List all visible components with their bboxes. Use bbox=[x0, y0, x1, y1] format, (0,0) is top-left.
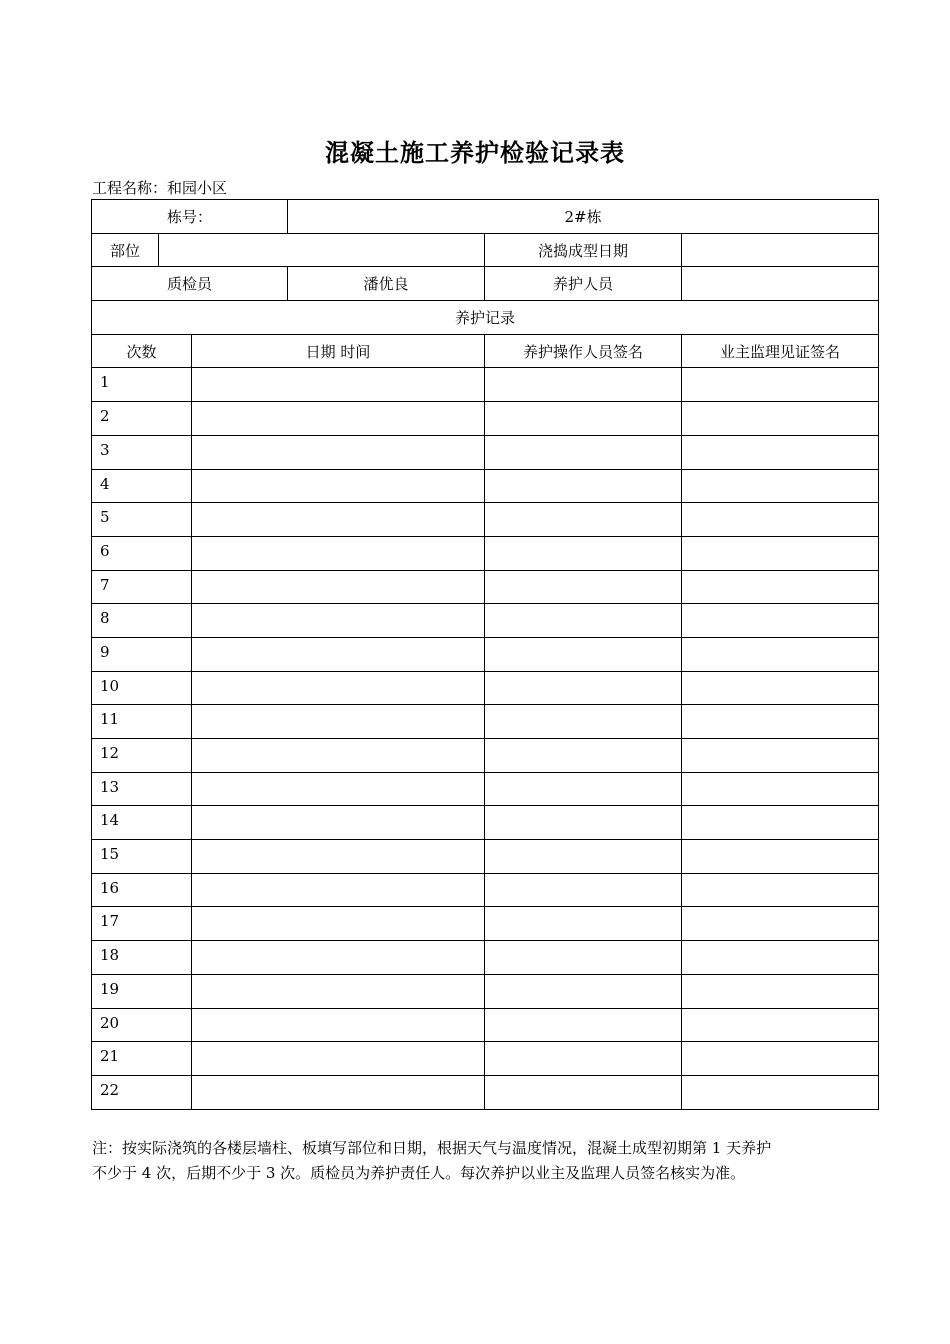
row-witness-signature-cell[interactable] bbox=[682, 469, 879, 503]
table-row bbox=[92, 469, 879, 503]
row-datetime-cell[interactable] bbox=[192, 536, 485, 570]
curing-staff-value[interactable] bbox=[682, 267, 879, 301]
table-row bbox=[92, 503, 879, 537]
row-datetime-cell[interactable] bbox=[192, 469, 485, 503]
row-datetime-cell[interactable] bbox=[192, 974, 485, 1008]
project-label: 工程名称： bbox=[92, 179, 168, 197]
row-operator-signature-cell[interactable] bbox=[485, 873, 682, 907]
row-number: 17 bbox=[92, 907, 192, 941]
row-datetime-cell[interactable] bbox=[192, 1008, 485, 1042]
section-title: 养护记录 bbox=[92, 301, 879, 335]
building-label: 栋号： bbox=[92, 200, 288, 234]
section-title-row bbox=[92, 301, 879, 335]
row-witness-signature-cell[interactable] bbox=[682, 941, 879, 975]
row-datetime-cell[interactable] bbox=[192, 873, 485, 907]
row-operator-signature-cell[interactable] bbox=[485, 671, 682, 705]
row-operator-signature-cell[interactable] bbox=[485, 637, 682, 671]
inspector-row bbox=[92, 267, 879, 301]
table-row bbox=[92, 604, 879, 638]
row-number: 11 bbox=[92, 705, 192, 739]
row-operator-signature-cell[interactable] bbox=[485, 604, 682, 638]
row-witness-signature-cell[interactable] bbox=[682, 907, 879, 941]
row-number: 7 bbox=[92, 570, 192, 604]
row-number: 4 bbox=[92, 469, 192, 503]
row-witness-signature-cell[interactable] bbox=[682, 368, 879, 402]
column-header-witness: 业主监理见证签名 bbox=[682, 334, 879, 368]
row-number: 13 bbox=[92, 772, 192, 806]
table-row bbox=[92, 402, 879, 436]
column-header-count: 次数 bbox=[92, 334, 192, 368]
row-datetime-cell[interactable] bbox=[192, 570, 485, 604]
table-row bbox=[92, 570, 879, 604]
row-datetime-cell[interactable] bbox=[192, 907, 485, 941]
curing-record-table bbox=[91, 199, 879, 1110]
row-number: 20 bbox=[92, 1008, 192, 1042]
row-witness-signature-cell[interactable] bbox=[682, 1075, 879, 1109]
row-number: 15 bbox=[92, 840, 192, 874]
column-header-operator: 养护操作人员签名 bbox=[485, 334, 682, 368]
table-row bbox=[92, 974, 879, 1008]
row-operator-signature-cell[interactable] bbox=[485, 806, 682, 840]
row-operator-signature-cell[interactable] bbox=[485, 1042, 682, 1076]
row-datetime-cell[interactable] bbox=[192, 1042, 485, 1076]
row-witness-signature-cell[interactable] bbox=[682, 1042, 879, 1076]
row-witness-signature-cell[interactable] bbox=[682, 435, 879, 469]
row-operator-signature-cell[interactable] bbox=[485, 1075, 682, 1109]
row-operator-signature-cell[interactable] bbox=[485, 435, 682, 469]
part-row bbox=[92, 233, 879, 267]
part-label: 部位 bbox=[92, 233, 159, 267]
table-row bbox=[92, 873, 879, 907]
row-number: 12 bbox=[92, 739, 192, 773]
row-datetime-cell[interactable] bbox=[192, 368, 485, 402]
row-operator-signature-cell[interactable] bbox=[485, 368, 682, 402]
project-value: 和园小区 bbox=[167, 179, 228, 197]
row-datetime-cell[interactable] bbox=[192, 1075, 485, 1109]
row-number: 22 bbox=[92, 1075, 192, 1109]
row-datetime-cell[interactable] bbox=[192, 435, 485, 469]
row-witness-signature-cell[interactable] bbox=[682, 503, 879, 537]
table-row bbox=[92, 705, 879, 739]
row-witness-signature-cell[interactable] bbox=[682, 570, 879, 604]
table-row bbox=[92, 1042, 879, 1076]
row-datetime-cell[interactable] bbox=[192, 637, 485, 671]
row-operator-signature-cell[interactable] bbox=[485, 570, 682, 604]
row-datetime-cell[interactable] bbox=[192, 840, 485, 874]
row-witness-signature-cell[interactable] bbox=[682, 974, 879, 1008]
table-row bbox=[92, 1008, 879, 1042]
row-number: 8 bbox=[92, 604, 192, 638]
table-row bbox=[92, 739, 879, 773]
column-header-datetime: 日期 时间 bbox=[192, 334, 485, 368]
row-operator-signature-cell[interactable] bbox=[485, 840, 682, 874]
table-row bbox=[92, 840, 879, 874]
table-row bbox=[92, 368, 879, 402]
row-witness-signature-cell[interactable] bbox=[682, 536, 879, 570]
row-witness-signature-cell[interactable] bbox=[682, 637, 879, 671]
row-number: 6 bbox=[92, 536, 192, 570]
row-number: 2 bbox=[92, 402, 192, 436]
row-operator-signature-cell[interactable] bbox=[485, 503, 682, 537]
footnote bbox=[92, 1136, 867, 1186]
pour-date-value[interactable] bbox=[682, 233, 879, 267]
note-line-2: 不少于 4 次，后期不少于 3 次。质检员为养护责任人。每次养护以业主及监理人员签名核实为准。 bbox=[92, 1164, 746, 1182]
row-witness-signature-cell[interactable] bbox=[682, 772, 879, 806]
row-datetime-cell[interactable] bbox=[192, 739, 485, 773]
row-witness-signature-cell[interactable] bbox=[682, 739, 879, 773]
row-witness-signature-cell[interactable] bbox=[682, 873, 879, 907]
curing-staff-label: 养护人员 bbox=[485, 267, 682, 301]
row-witness-signature-cell[interactable] bbox=[682, 705, 879, 739]
row-operator-signature-cell[interactable] bbox=[485, 469, 682, 503]
row-number: 16 bbox=[92, 873, 192, 907]
row-number: 18 bbox=[92, 941, 192, 975]
row-datetime-cell[interactable] bbox=[192, 705, 485, 739]
table-row bbox=[92, 907, 879, 941]
table-row bbox=[92, 536, 879, 570]
row-witness-signature-cell[interactable] bbox=[682, 671, 879, 705]
row-number: 3 bbox=[92, 435, 192, 469]
row-operator-signature-cell[interactable] bbox=[485, 1008, 682, 1042]
inspector-label: 质检员 bbox=[92, 267, 288, 301]
row-operator-signature-cell[interactable] bbox=[485, 705, 682, 739]
row-number: 14 bbox=[92, 806, 192, 840]
row-operator-signature-cell[interactable] bbox=[485, 941, 682, 975]
pour-date-label: 浇捣成型日期 bbox=[485, 233, 682, 267]
part-value[interactable] bbox=[159, 233, 485, 267]
table-row bbox=[92, 637, 879, 671]
row-operator-signature-cell[interactable] bbox=[485, 974, 682, 1008]
row-number: 21 bbox=[92, 1042, 192, 1076]
row-witness-signature-cell[interactable] bbox=[682, 604, 879, 638]
page-title: 混凝土施工养护检验记录表 bbox=[325, 138, 625, 167]
table-row bbox=[92, 941, 879, 975]
note-line-1: 注：按实际浇筑的各楼层墙柱、板填写部位和日期，根据天气与温度情况，混凝土成型初期第 1 天养护 bbox=[92, 1139, 772, 1157]
table-row bbox=[92, 435, 879, 469]
table-row bbox=[92, 671, 879, 705]
row-number: 5 bbox=[92, 503, 192, 537]
table-row bbox=[92, 1075, 879, 1109]
column-header-row bbox=[92, 334, 879, 368]
row-datetime-cell[interactable] bbox=[192, 806, 485, 840]
row-operator-signature-cell[interactable] bbox=[485, 536, 682, 570]
building-value[interactable]: 2#栋 bbox=[288, 200, 879, 234]
row-witness-signature-cell[interactable] bbox=[682, 806, 879, 840]
table-row bbox=[92, 772, 879, 806]
row-operator-signature-cell[interactable] bbox=[485, 907, 682, 941]
project-name bbox=[92, 177, 227, 198]
row-operator-signature-cell[interactable] bbox=[485, 739, 682, 773]
building-row bbox=[92, 200, 879, 234]
row-datetime-cell[interactable] bbox=[192, 941, 485, 975]
row-datetime-cell[interactable] bbox=[192, 772, 485, 806]
table-row bbox=[92, 806, 879, 840]
row-witness-signature-cell[interactable] bbox=[682, 840, 879, 874]
row-witness-signature-cell[interactable] bbox=[682, 1008, 879, 1042]
row-datetime-cell[interactable] bbox=[192, 604, 485, 638]
row-number: 10 bbox=[92, 671, 192, 705]
row-datetime-cell[interactable] bbox=[192, 671, 485, 705]
row-operator-signature-cell[interactable] bbox=[485, 402, 682, 436]
row-witness-signature-cell[interactable] bbox=[682, 402, 879, 436]
row-datetime-cell[interactable] bbox=[192, 503, 485, 537]
inspector-value[interactable]: 潘优良 bbox=[288, 267, 485, 301]
row-datetime-cell[interactable] bbox=[192, 402, 485, 436]
row-number: 1 bbox=[92, 368, 192, 402]
row-operator-signature-cell[interactable] bbox=[485, 772, 682, 806]
row-number: 19 bbox=[92, 974, 192, 1008]
row-number: 9 bbox=[92, 637, 192, 671]
